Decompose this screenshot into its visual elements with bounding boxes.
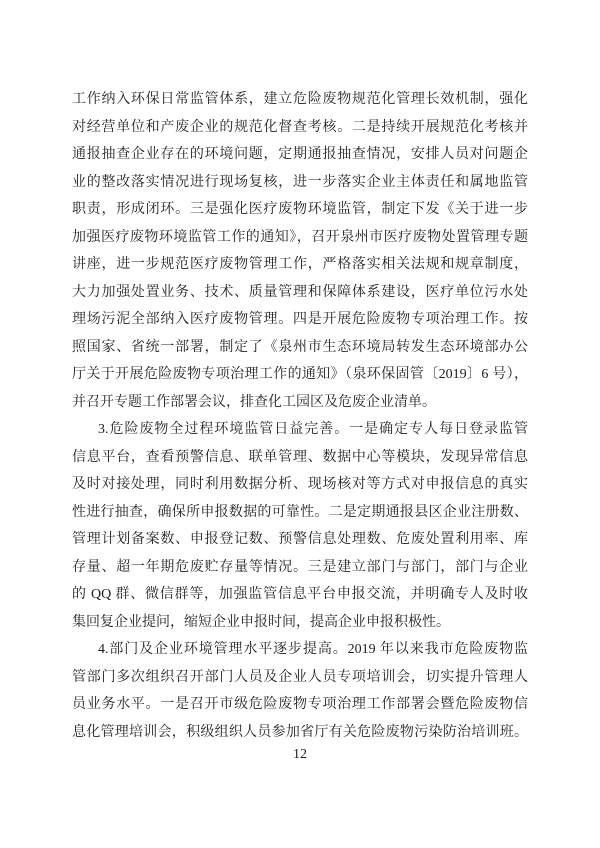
text-line: 厅关于开展危险废物专项治理工作的通知》（泉环保固管〔2019〕6 号），	[72, 367, 528, 382]
text-line: 4.部门及企业环境管理水平逐步提高。2019 年以来我市危险废物监	[98, 642, 528, 657]
text-line: 及时对接处理，同时利用数据分析、现场核对等方式对申报信息的真实	[72, 477, 528, 492]
text-line: 工作纳入环保日常监管体系，建立危险废物规范化管理长效机制，强化	[72, 92, 528, 107]
text-line: 管部门多次组织召开部门人员及企业人员专项培训会，切实提升管理人	[72, 669, 528, 685]
text-line: 息化管理培训会，积级组织人员参加省厅有关危险废物污染防治培训班。	[72, 724, 528, 740]
text-line: 管理计划备案数、申报登记数、预警信息处理数、危废处置利用率、库	[72, 532, 528, 547]
text-line: 大力加强处置业务、技术、质量管理和保障体系建设，医疗单位污水处	[72, 284, 528, 300]
text-line: 理场污泥全部纳入医疗废物管理。四是开展危险废物专项治理工作。按	[72, 312, 528, 327]
text-line: 对经营单位和产废企业的规范化督查考核。二是持续开展规范化考核并	[72, 119, 528, 135]
text-line: 集回复企业提问，缩短企业申报时间，提高企业申报积极性。	[72, 614, 450, 630]
text-line: 3.危险废物全过程环境监管日益完善。一是确定专人每日登录监管	[98, 422, 528, 437]
text-line: 照国家、省统一部署，制定了《泉州市生态环境局转发生态环境部办公	[72, 339, 528, 355]
text-line: 存量、超一年期危废贮存量等情况。三是建立部门与部门，部门与企业	[72, 559, 528, 575]
text-line: 的 QQ 群、微信群等，加强监管信息平台申报交流，并明确专人及时收	[72, 587, 528, 602]
text-line: 通报抽查企业存在的环境问题，定期通报抽查情况，安排人员对问题企	[72, 147, 528, 162]
text-line: 职责，形成闭环。三是强化医疗废物环境监管，制定下发《关于进一步	[72, 202, 528, 217]
text-line: 性进行抽查，确保所申报数据的可靠性。二是定期通报县区企业注册数、	[72, 504, 528, 520]
text-line: 并召开专题工作部署会议，排查化工园区及危废企业清单。	[72, 394, 436, 410]
text-line: 加强医疗废物环境监管工作的通知》，召开泉州市医疗废物处置管理专题	[72, 229, 528, 245]
text-line: 信息平台，查看预警信息、联单管理、数据中心等模块，发现异常信息	[72, 449, 528, 465]
page-number: 12	[293, 747, 307, 762]
document-text-block	[72, 86, 528, 746]
text-line: 讲座，进一步规范医疗废物管理工作，严格落实相关法规和规章制度，	[72, 257, 528, 272]
text-line: 业的整改落实情况进行现场复核，进一步落实企业主体责任和属地监管	[72, 174, 528, 190]
text-line: 员业务水平。一是召开市级危险废物专项治理工作部署会暨危险废物信	[72, 697, 528, 712]
